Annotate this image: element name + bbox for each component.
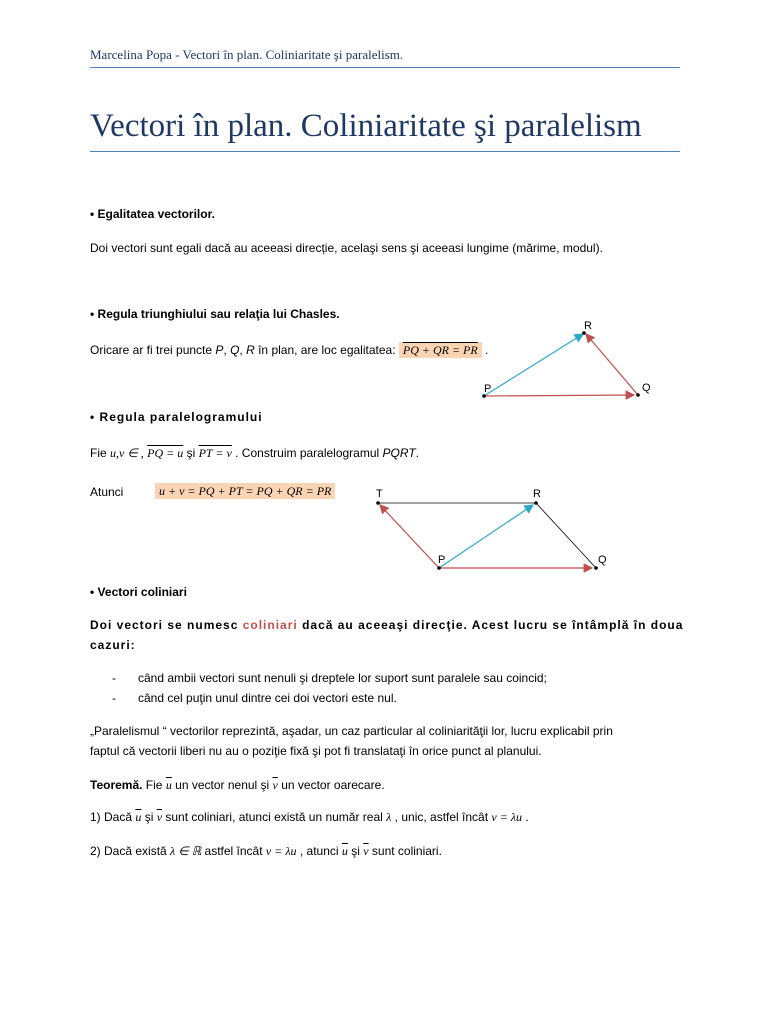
label-r: R xyxy=(533,488,541,500)
heading-coliniari: • Vectori coliniari xyxy=(90,585,187,599)
point-q xyxy=(594,566,598,570)
vector-pr xyxy=(484,334,583,396)
heading-paralelogram: • Regula paralelogramului xyxy=(90,410,263,424)
text-coliniari-line1: Doi vectori se numesc coliniari dacă au aceeaşi direcţie. Acest lucru se întâmplă în doua xyxy=(90,618,684,632)
point-t xyxy=(376,501,380,505)
bullet: • xyxy=(90,207,98,221)
parallelogram-figure xyxy=(370,488,610,578)
bullet: • xyxy=(90,410,100,424)
vector-pr xyxy=(439,505,533,568)
text-teorema-1: 1) Dacă $\overline{u}$ şi $\overline{v}$ sunt coliniari, atunci există un număr real λ , unic, astfel încât v = λu . xyxy=(90,810,529,824)
label-q: Q xyxy=(642,382,651,394)
text-chasles: Oricare ar fi trei puncte P, Q, R în plan, are loc egalitatea: PQ + QR = PR . xyxy=(90,343,489,357)
title-rule xyxy=(90,151,680,152)
vector-pq xyxy=(484,395,634,396)
running-header: Marcelina Popa - Vectori în plan. Coliniaritate şi paralelism. xyxy=(90,47,404,62)
chasles-formula: PQ + QR = PR xyxy=(399,342,482,358)
label-p: P xyxy=(484,383,492,395)
heading-egalitatea: • Egalitatea vectorilor. xyxy=(90,207,215,221)
list-item: - când cel puţin unul dintre cei doi vectori este nul. xyxy=(112,691,397,705)
label-p: P xyxy=(438,554,446,566)
side-rq xyxy=(536,503,596,568)
highlight-coliniari: coliniari xyxy=(242,618,298,632)
point-r xyxy=(534,501,538,505)
text-atunci: Atunci xyxy=(90,485,124,499)
heading-chasles: • Regula triunghiului sau relaţia lui Chasles. xyxy=(90,307,340,321)
bullet: • xyxy=(90,307,98,321)
vector-pt xyxy=(380,505,439,568)
text-teorema: Teoremă. Fie $\overline{u}$ un vector nenul şi $\overline{v}$ un vector oarecare. xyxy=(90,778,385,792)
paralelogram-formula: u + v = PQ + PT = PQ + QR = PR xyxy=(155,483,335,499)
text-egalitatea: Doi vectori sunt egali dacă au aceeasi direcție, acelaşi sens şi aceeasi lungime (mărime, modul). xyxy=(90,241,603,255)
text-coliniari-line2: cazuri: xyxy=(90,638,136,652)
vector-qr xyxy=(586,334,638,395)
text-paralelism-2: faptul că vectorii liberi nu au o poziţie fixă şi pot fi translataţi în orice punct al planului. xyxy=(90,744,542,758)
label-r: R xyxy=(584,320,592,332)
header-rule xyxy=(90,67,680,68)
text-teorema-2: 2) Dacă există λ ∈ ℝ astfel încât v = λu , atunci $\overline{u}$ şi $\overline{v}$ sunt coliniari. xyxy=(90,844,442,858)
paralelogram-formula-wrap xyxy=(155,484,335,499)
text-paralelogram-fie: Fie u,v ∈ , PQ = u şi PT = v . Construim paralelogramul PQRT. xyxy=(90,446,419,460)
page-title: Vectori în plan. Coliniaritate şi paralelism xyxy=(90,108,642,144)
label-t: T xyxy=(376,488,383,500)
label-q: Q xyxy=(598,554,607,566)
triangle-figure xyxy=(478,318,658,408)
list-item: - când ambii vectori sunt nenuli şi dreptele lor suport sunt paralele sau coincid; xyxy=(112,671,547,685)
bullet: • xyxy=(90,585,98,599)
point-p xyxy=(437,566,441,570)
text-paralelism-1: „Paralelismul “ vectorilor reprezintă, aşadar, un caz particular al coliniarităţii lor, lucru explicabil prin xyxy=(90,724,613,738)
point-q xyxy=(636,393,640,397)
